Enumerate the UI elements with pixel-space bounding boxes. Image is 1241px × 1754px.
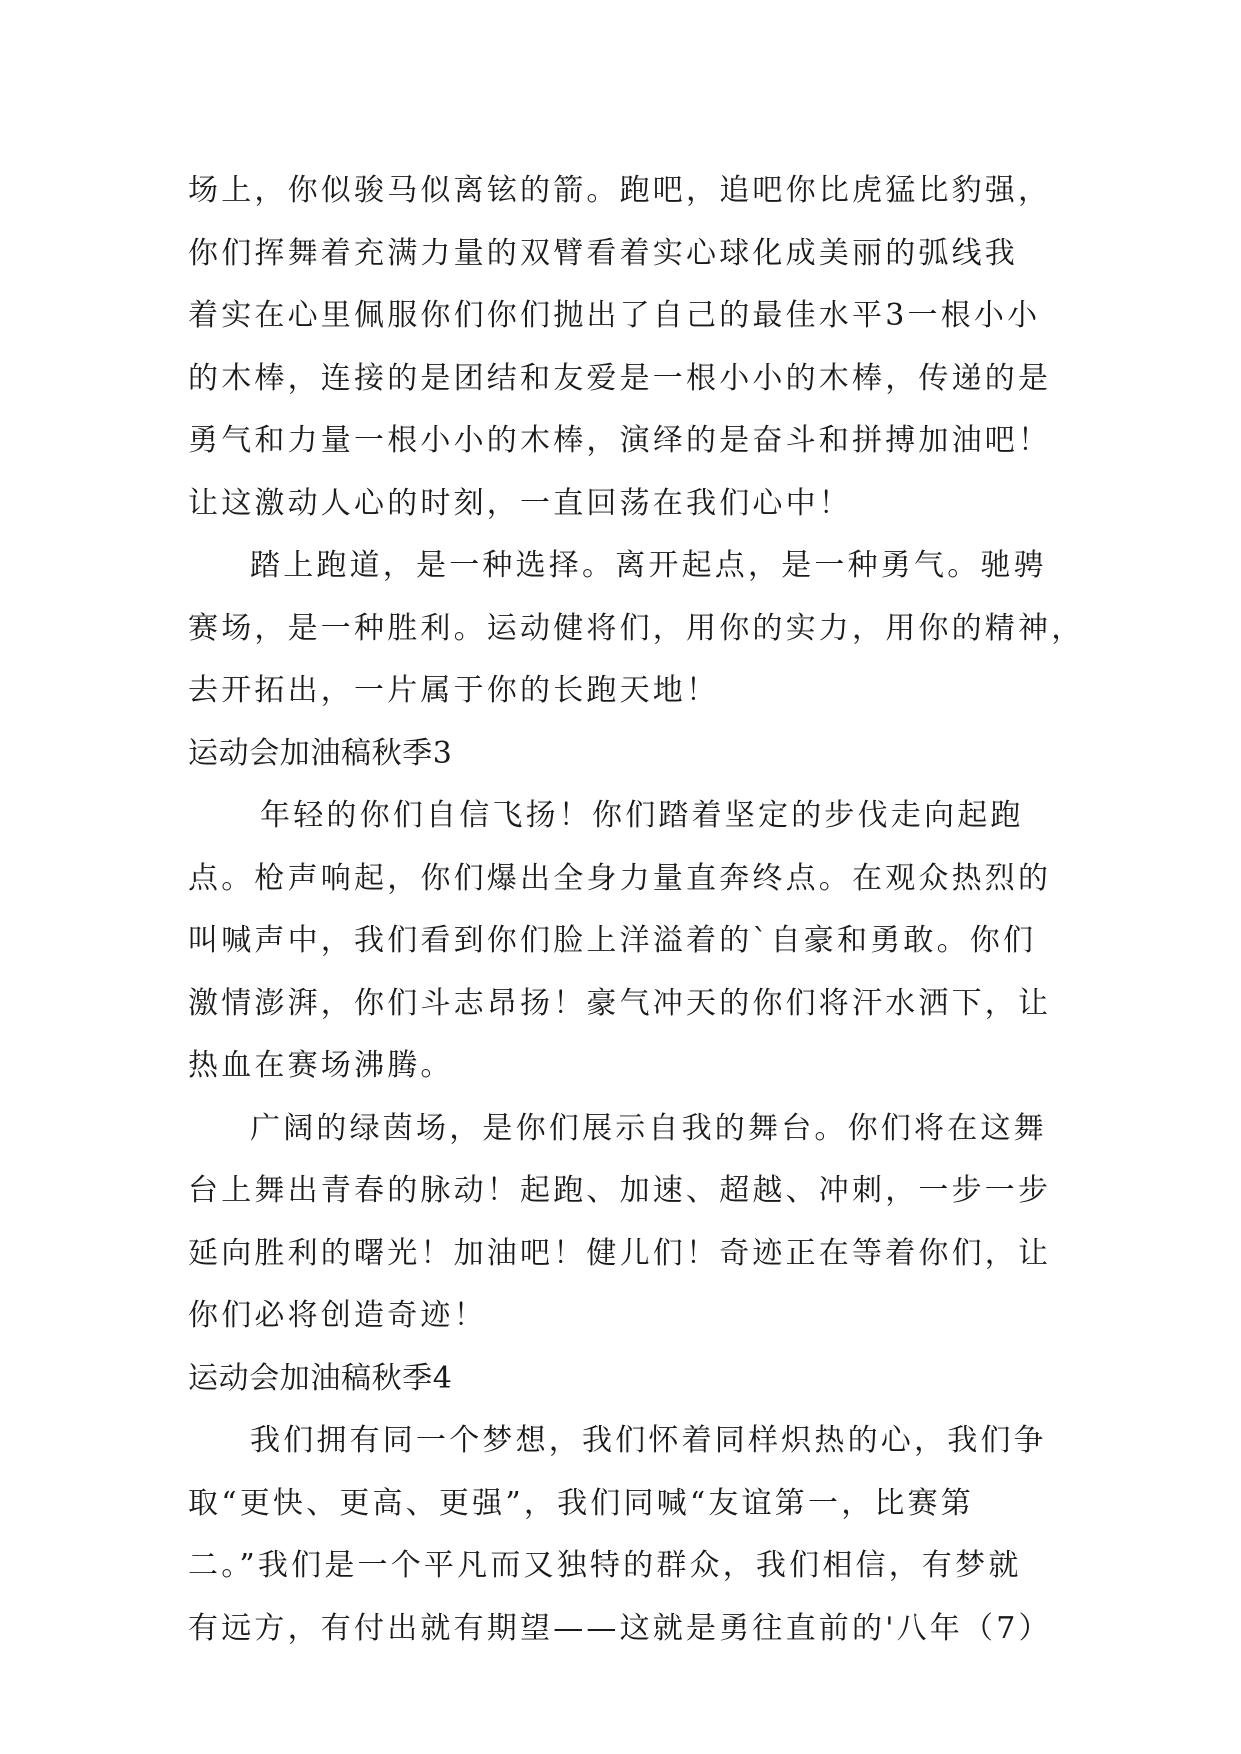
document-body <box>188 160 1085 1660</box>
section-heading: 运动会加油稿秋季4 <box>188 1360 453 1396</box>
paragraph-first-line: 我们拥有同一个梦想，我们怀着同样炽热的心，我们争 <box>250 1423 1047 1458</box>
paragraph-first-line: 踏上跑道，是一种选择。离开起点，是一种勇气。驰骋 <box>250 548 1047 583</box>
text-line: 有远方，有付出就有期望——这就是勇往直前的'八年（7） <box>188 1610 1052 1646</box>
text-line: 台上舞出青春的脉动！起跑、加速、超越、冲刺，一步一步 <box>188 1173 1052 1208</box>
section-heading: 运动会加油稿秋季3 <box>188 735 453 771</box>
text-line: 赛场，是一种胜利。运动健将们，用你的实力，用你的精神， <box>188 610 1085 646</box>
text-line: 二。”我们是一个平凡而又独特的群众，我们相信，有梦就 <box>188 1548 1022 1583</box>
text-line: 叫喊声中，我们看到你们脸上洋溢着的`自豪和勇敢。你们 <box>188 923 1037 958</box>
text-line: 取“更快、更高、更强”，我们同喊“友谊第一，比赛第 <box>188 1485 975 1521</box>
text-line: 激情澎湃，你们斗志昂扬！豪气冲天的你们将汗水洒下，让 <box>188 985 1052 1021</box>
text-line: 点。枪声响起，你们爆出全身力量直奔终点。在观众热烈的 <box>188 860 1052 896</box>
text-line: 热血在赛场沸腾。 <box>188 1048 454 1083</box>
text-line: 延向胜利的曙光！加油吧！健儿们！奇迹正在等着你们，让 <box>188 1235 1052 1271</box>
text-line: 着实在心里佩服你们你们抛出了自己的最佳水平3一根小小 <box>188 298 1041 333</box>
text-line: 你们必将创造奇迹！ <box>188 1298 487 1333</box>
text-line: 让这激动人心的时刻，一直回荡在我们心中！ <box>188 485 852 521</box>
text-line: 去开拓出，一片属于你的长跑天地！ <box>188 673 720 708</box>
text-line: 场上，你似骏马似离铉的箭。跑吧，追吧你比虎猛比豹强， <box>188 173 1052 208</box>
text-line: 的木棒，连接的是团结和友爱是一根小小的木棒，传递的是 <box>188 360 1052 396</box>
paragraph-first-line: 广阔的绿茵场，是你们展示自我的舞台。你们将在这舞 <box>250 1110 1047 1146</box>
paragraph-first-line: 年轻的你们自信飞扬！你们踏着坚定的步伐走向起跑 <box>260 798 1024 833</box>
text-line: 你们挥舞着充满力量的双臂看着实心球化成美丽的弧线我 <box>188 235 1018 271</box>
text-line: 勇气和力量一根小小的木棒，演绎的是奋斗和拼搏加油吧！ <box>188 423 1052 458</box>
